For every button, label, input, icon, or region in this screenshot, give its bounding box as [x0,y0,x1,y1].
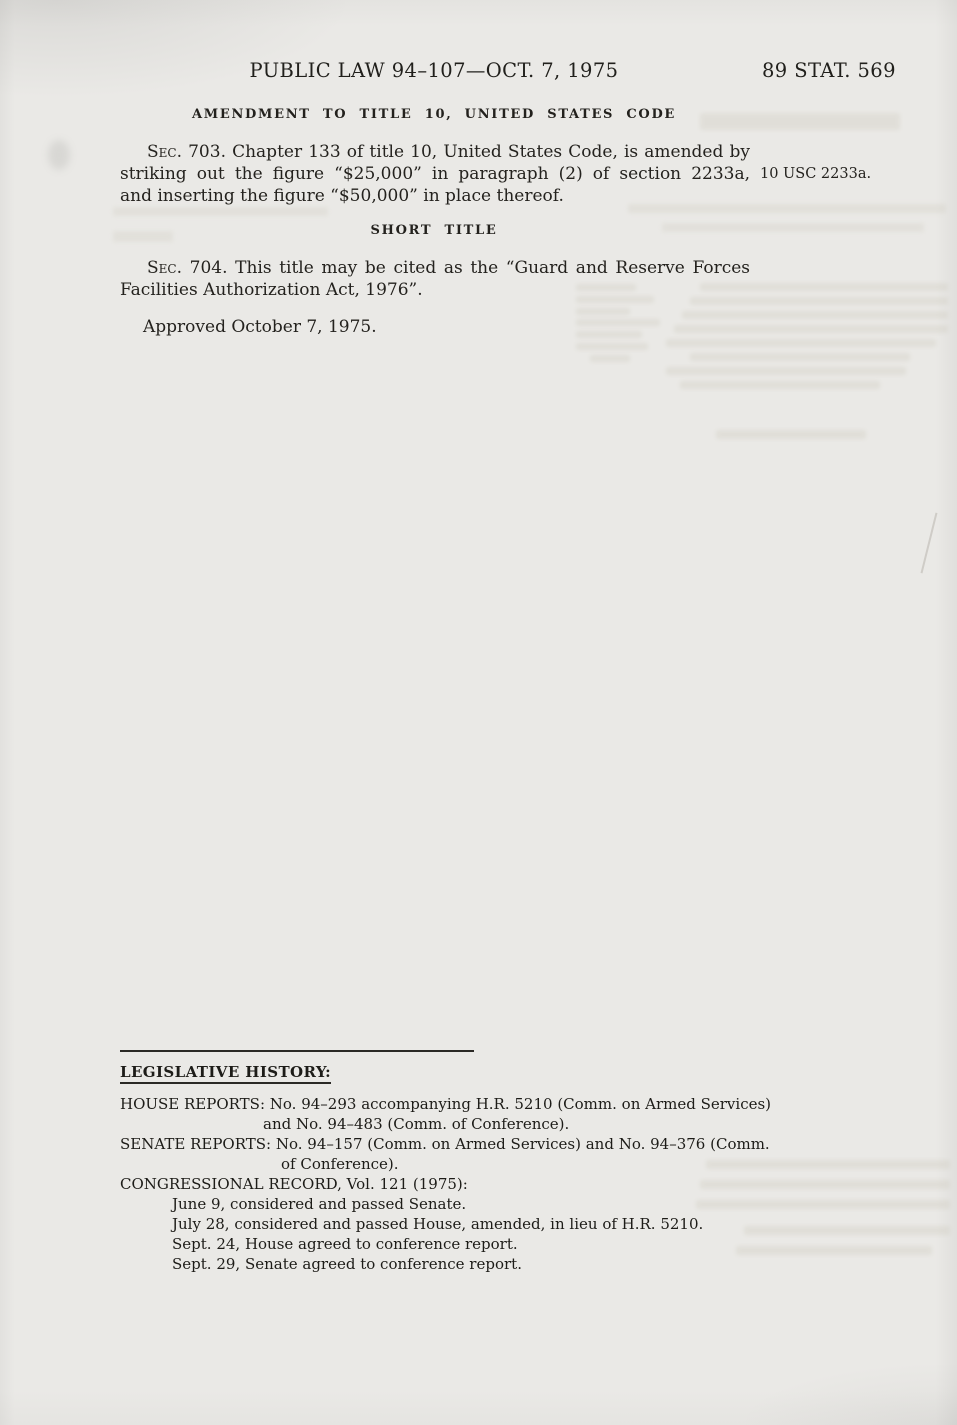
short-title-heading: SHORT TITLE [370,223,498,238]
sec-703-line-1-text: Chapter 133 of title 10, United States Code, is amended by [225,142,750,162]
bleed-through-mark [700,1180,950,1189]
bleed-through-mark [706,1160,950,1169]
house-reports-line-1: HOUSE REPORTS: No. 94–293 accompanying H.R. 5210 (Comm. on Armed Services) [120,1095,772,1113]
legislative-history-heading: LEGISLATIVE HISTORY: [120,1063,331,1084]
sec-704-line-2: Facilities Authorization Act, 1976”. [120,280,423,300]
senate-reports-line-2: of Conference). [281,1155,399,1173]
bleed-through-mark [696,1200,950,1209]
record-entry: July 28, considered and passed House, amended, in lieu of H.R. 5210. [172,1215,704,1233]
bleed-through-mark [736,1246,932,1255]
sec-703-line-3: and inserting the figure “$50,000” in place thereof. [120,186,564,206]
sec-703-label: Sec. 703. [147,142,226,162]
bleed-through-mark [576,308,630,315]
bleed-through-mark [113,207,328,216]
running-head-law-title: PUBLIC LAW 94–107—OCT. 7, 1975 [249,59,619,82]
bleed-through-mark [690,353,910,361]
sec-703-paragraph [120,141,750,207]
legislative-history-rule [120,1050,474,1052]
sec-703-line-2: striking out the figure “$25,000” in paragraph (2) of section 2233a, [120,164,750,184]
bleed-through-mark [576,343,648,350]
record-entry: Sept. 29, Senate agreed to conference report. [172,1255,522,1273]
bleed-through-mark [744,1226,950,1235]
bleed-through-mark [590,355,630,362]
sec-704-line-1 [120,257,750,279]
bleed-through-mark [682,311,948,319]
bleed-through-mark [680,381,880,389]
house-reports-line-2: and No. 94–483 (Comm. of Conference). [263,1115,570,1133]
approval-line: Approved October 7, 1975. [143,317,377,337]
stat-page-citation: 89 STAT. 569 [762,59,896,82]
bleed-through-mark [674,325,948,333]
bleed-through-mark [666,367,906,375]
record-entry: June 9, considered and passed Senate. [172,1195,467,1213]
bleed-through-mark [716,430,866,439]
bleed-through-mark [576,331,642,338]
bleed-through-mark [666,339,936,347]
amendment-heading: AMENDMENT TO TITLE 10, UNITED STATES CODE [191,107,677,122]
senate-reports-line-1: SENATE REPORTS: No. 94–157 (Comm. on Armed Services) and No. 94–376 (Comm. [120,1135,770,1153]
sec-704-label: Sec. 704. [147,258,228,278]
legislative-history-heading-wrap [120,1062,331,1081]
congressional-record-heading: CONGRESSIONAL RECORD, Vol. 121 (1975): [120,1175,468,1193]
sec-703-line-1 [120,141,750,163]
usc-margin-note: 10 USC 2233a. [760,166,872,182]
sec-704-paragraph [120,257,750,301]
record-entry: Sept. 24, House agreed to conference report. [172,1235,518,1253]
sec-704-line-1-text: This title may be cited as the “Guard and Reserve Forces [227,258,750,278]
scan-scratch-mark [921,513,938,574]
bleed-through-mark [576,319,660,326]
scan-smudge-mark [48,140,70,170]
